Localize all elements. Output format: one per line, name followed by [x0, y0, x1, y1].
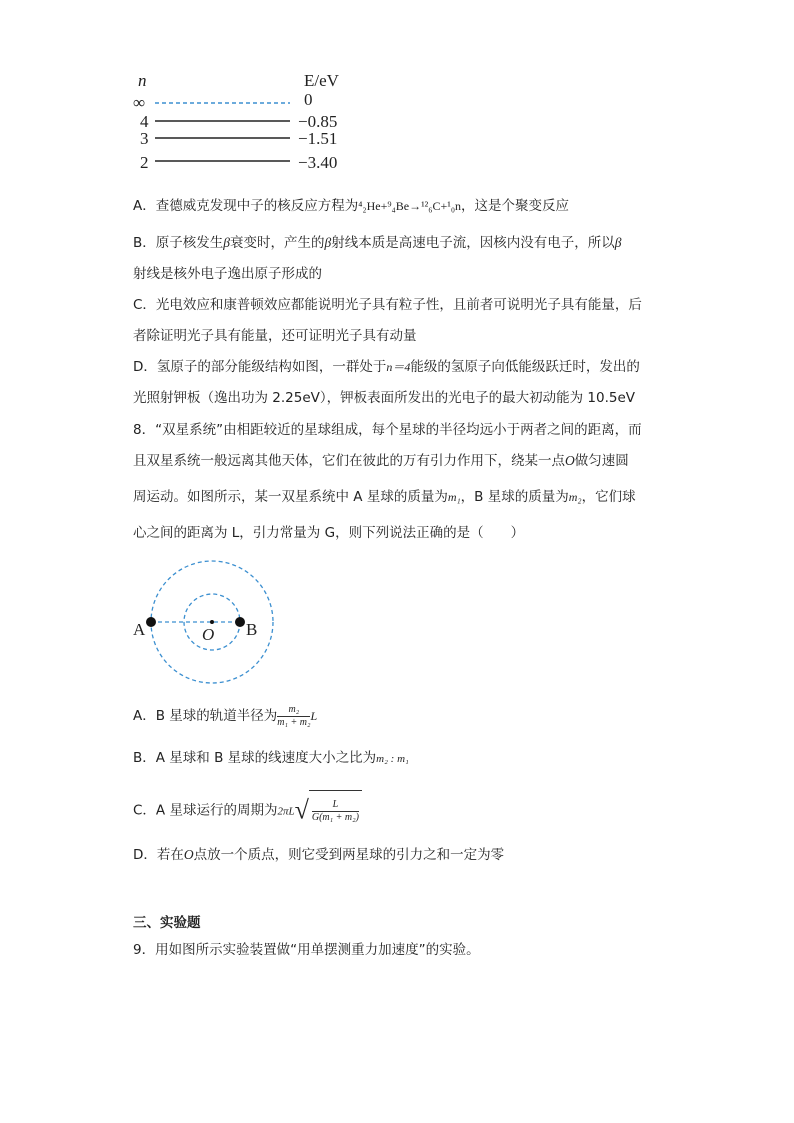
radical-sign: √ [294, 795, 309, 825]
q8-stem-text-3: 周运动。如图所示，某一双星系统中 A 星球的质量为 [133, 489, 448, 505]
q8-option-b [133, 749, 409, 768]
level-n-2: 2 [140, 153, 149, 172]
q8-stem-line2 [133, 452, 629, 470]
q7-option-d-text-2: 能级的氢原子向低能级跃迁时，发出的 [410, 359, 640, 375]
beta-symbol: β [324, 235, 332, 250]
level-n-3: 3 [140, 129, 149, 148]
q7-option-b-line1 [133, 234, 621, 252]
point-o: O [565, 453, 575, 468]
q8-stem-text-2: 做匀速圆 [574, 453, 629, 469]
q8-option-d [133, 846, 504, 864]
level-e-2: −3.40 [298, 153, 338, 172]
fraction-numerator: m₂ [277, 704, 310, 717]
fraction-denominator: G(m₁ + m₂) [311, 811, 359, 823]
q8-stem-text-4: ，B 星球的质量为 [460, 489, 569, 505]
q7-option-b-text-1: B．原子核发生 [133, 235, 224, 251]
orbit-radius-fraction [277, 704, 310, 729]
level-n-4: 4 [140, 112, 149, 131]
q7-option-c-line1: C．光电效应和康普顿效应都能说明光子具有粒子性，且前者可说明光子具有能量，后 [133, 297, 642, 313]
energy-axis-label: E/eV [304, 71, 339, 90]
label-o: O [202, 625, 215, 644]
q8-option-c [133, 790, 362, 832]
binary-star-diagram [130, 560, 290, 690]
level-n-inf: ∞ [133, 93, 146, 112]
fraction-denominator: m₁ + m₂ [277, 716, 311, 728]
q8-option-d-text-2: 点放一个质点，则它受到两星球的引力之和一定为零 [193, 847, 505, 863]
period-fraction [312, 799, 359, 824]
q7-option-b-line2: 射线是核外电子逸出原子形成的 [133, 266, 322, 282]
q8-stem-line3 [133, 488, 636, 506]
q7-option-d-n: n＝4 [386, 360, 411, 374]
q8-option-d-text-1: D．若在 [133, 847, 184, 863]
beta-symbol: β [614, 235, 622, 250]
q7-option-c-line2: 者除证明光子具有能量，还可证明光子具有动量 [133, 328, 417, 344]
star-b [235, 617, 245, 627]
mass-m1: m₁ [447, 490, 461, 504]
q7-option-b-text-2: 衰变时，产生的 [230, 235, 325, 251]
radicand [309, 790, 362, 831]
q7-option-d-line2: 光照射钾板（逸出功为 2.25eV），钾板表面所发出的光电子的最大初动能为 10.5eV [133, 390, 636, 406]
q7-option-a-prefix: A．查德威克发现中子的核反应方程为 [133, 198, 359, 214]
length-l: L [310, 709, 318, 723]
level-e-3: −1.51 [298, 129, 338, 148]
label-a: A [133, 620, 146, 639]
star-a [146, 617, 156, 627]
beta-symbol: β [223, 235, 230, 250]
velocity-ratio: m₂ : m₁ [376, 753, 409, 765]
q8-stem-line4: 心之间的距离为 L，引力常量为 G，则下列说法正确的是（ ） [133, 525, 525, 541]
square-root [295, 790, 362, 831]
section-title: 三、实验题 [133, 915, 201, 931]
q9-stem: 9．用如图所示实验装置做“用单摆测重力加速度”的实验。 [133, 942, 480, 958]
q7-option-d-line1 [133, 358, 640, 376]
q7-option-d-text-1: D．氢原子的部分能级结构如图，一群处于 [133, 359, 387, 375]
level-e-inf: 0 [304, 90, 313, 109]
n-axis-label: n [138, 71, 147, 90]
center-point [210, 620, 214, 624]
energy-level-diagram [128, 66, 388, 176]
q8-option-a [133, 698, 317, 734]
mass-m2: m₂ [568, 490, 582, 504]
label-b: B [246, 620, 258, 639]
q7-option-a-equation: ⁴₂He+⁹₄Be→¹²₆C+¹₀n [358, 199, 462, 213]
q7-option-a [133, 197, 569, 215]
q8-stem-text-1: 且双星系统一般远离其他天体，它们在彼此的万有引力作用下，绕某一点 [133, 453, 565, 469]
q8-stem-text-5: ，它们球 [581, 489, 636, 505]
q8-option-b-text: B．A 星球和 B 星球的线速度大小之比为 [133, 750, 377, 766]
point-o: O [183, 847, 194, 862]
q8-option-a-text: A．B 星球的轨道半径为 [133, 708, 278, 724]
q7-option-a-suffix: ，这是个聚变反应 [461, 198, 570, 214]
fraction-numerator: L [312, 799, 359, 812]
level-e-4: −0.85 [298, 112, 338, 131]
q8-stem-line1: 8．“双星系统”由相距较近的星球组成，每个星球的半径均远小于两者之间的距离，而 [133, 422, 642, 438]
q7-option-b-text-3: 射线本质是高速电子流，因核内没有电子，所以 [331, 235, 615, 251]
q8-option-c-text: C．A 星球运行的周期为 [133, 802, 278, 819]
period-coefficient: 2πL [277, 805, 295, 818]
